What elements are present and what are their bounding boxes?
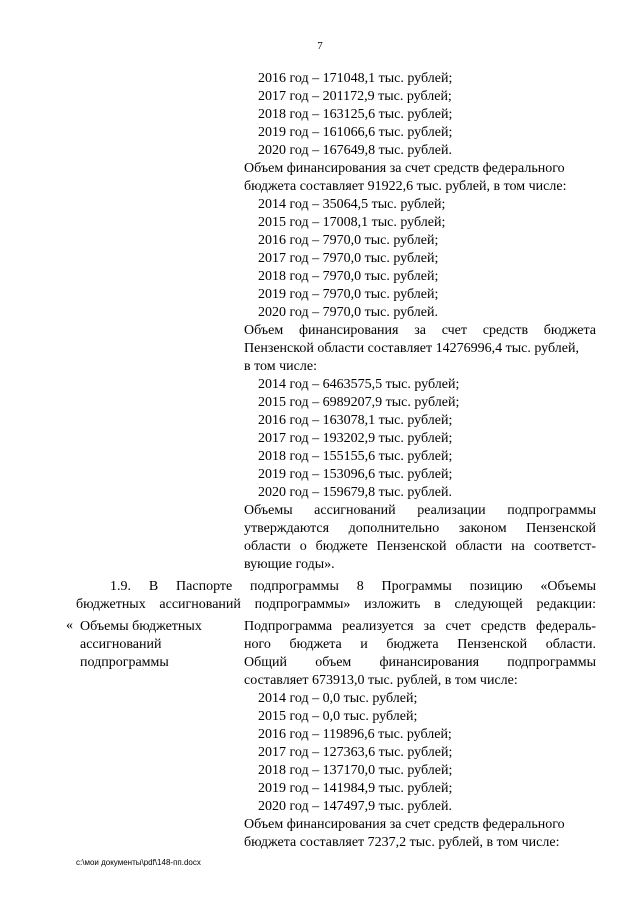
text-line: 2015 год – 17008,1 тыс. рублей; — [258, 215, 446, 230]
text-line: 2016 год – 171048,1 тыс. рублей; — [258, 71, 453, 86]
text-line: 2016 год – 163078,1 тыс. рублей; — [258, 413, 453, 428]
text-line: 2014 год – 35064,5 тыс. рублей; — [258, 197, 446, 212]
text-line: Объемы ассигнований реализации подпрограммы — [244, 503, 596, 518]
text-line: 2017 год – 127363,6 тыс. рублей; — [258, 745, 453, 760]
text-line: ного бюджета и бюджета Пензенской области. — [244, 637, 596, 652]
text-line: Объем финансирования за счет средств бюджета — [244, 323, 596, 338]
text-line: 2015 год – 0,0 тыс. рублей; — [258, 709, 418, 724]
opening-quote: « — [66, 618, 73, 633]
text-line: 2019 год – 7970,0 тыс. рублей; — [258, 287, 439, 302]
text-line: Объем финансирования за счет средств федерального — [244, 161, 565, 176]
text-line: 2017 год – 7970,0 тыс. рублей; — [258, 251, 439, 266]
text-line: 2018 год – 7970,0 тыс. рублей; — [258, 269, 439, 284]
file-path-footer: c:\мои документы\pdf\148-пп.docx — [76, 858, 201, 867]
text-line: 2018 год – 155155,6 тыс. рублей; — [258, 449, 453, 464]
text-line: 2018 год – 163125,6 тыс. рублей; — [258, 107, 453, 122]
text-line: Общий объем финансирования подпрограммы — [244, 655, 596, 670]
paragraph-line: 1.9. В Паспорте подпрограммы 8 Программы позицию «Объемы — [110, 579, 596, 594]
text-line: вующие годы». — [244, 557, 335, 572]
paragraph-line: бюджетных ассигнований подпрограммы» изложить в следующей редакции: — [76, 597, 596, 612]
text-line: утверждаются дополнительно законом Пензенской — [244, 521, 596, 536]
text-line: 2014 год – 0,0 тыс. рублей; — [258, 691, 418, 706]
cell-line: подпрограммы — [80, 655, 169, 670]
page-number: 7 — [317, 40, 323, 52]
cell-line: Объемы бюджетных — [80, 619, 202, 634]
table-left-cell — [80, 618, 202, 672]
text-line: 2020 год – 7970,0 тыс. рублей. — [258, 305, 438, 320]
text-line: Пензенской области составляет 14276996,4 тыс. рублей, — [244, 341, 579, 356]
text-line: Объем финансирования за счет средств федерального — [244, 817, 565, 832]
text-line: 2018 год – 137170,0 тыс. рублей; — [258, 763, 453, 778]
text-line: 2019 год – 141984,9 тыс. рублей; — [258, 781, 453, 796]
text-line: 2020 год – 167649,8 тыс. рублей. — [258, 143, 452, 158]
text-line: 2019 год – 153096,6 тыс. рублей; — [258, 467, 453, 482]
text-line: бюджета составляет 91922,6 тыс. рублей, в том числе: — [244, 179, 567, 194]
text-line: 2019 год – 161066,6 тыс. рублей; — [258, 125, 453, 140]
text-line: 2017 год – 193202,9 тыс. рублей; — [258, 431, 453, 446]
cell-line: ассигнований — [80, 637, 162, 652]
text-line: 2017 год – 201172,9 тыс. рублей; — [258, 89, 452, 104]
text-line: составляет 673913,0 тыс. рублей, в том числе: — [244, 673, 518, 688]
text-line: в том числе: — [244, 359, 317, 374]
text-line: 2016 год – 7970,0 тыс. рублей; — [258, 233, 439, 248]
text-line: области о бюджете Пензенской области на соответст- — [244, 539, 596, 554]
text-line: Подпрограмма реализуется за счет средств федераль- — [244, 619, 596, 634]
text-line: 2015 год – 6989207,9 тыс. рублей; — [258, 395, 460, 410]
text-line: бюджета составляет 7237,2 тыс. рублей, в том числе: — [244, 835, 560, 850]
text-line: 2016 год – 119896,6 тыс. рублей; — [258, 727, 452, 742]
text-line: 2014 год – 6463575,5 тыс. рублей; — [258, 377, 460, 392]
text-line: 2020 год – 159679,8 тыс. рублей. — [258, 485, 452, 500]
text-line: 2020 год – 147497,9 тыс. рублей. — [258, 799, 452, 814]
